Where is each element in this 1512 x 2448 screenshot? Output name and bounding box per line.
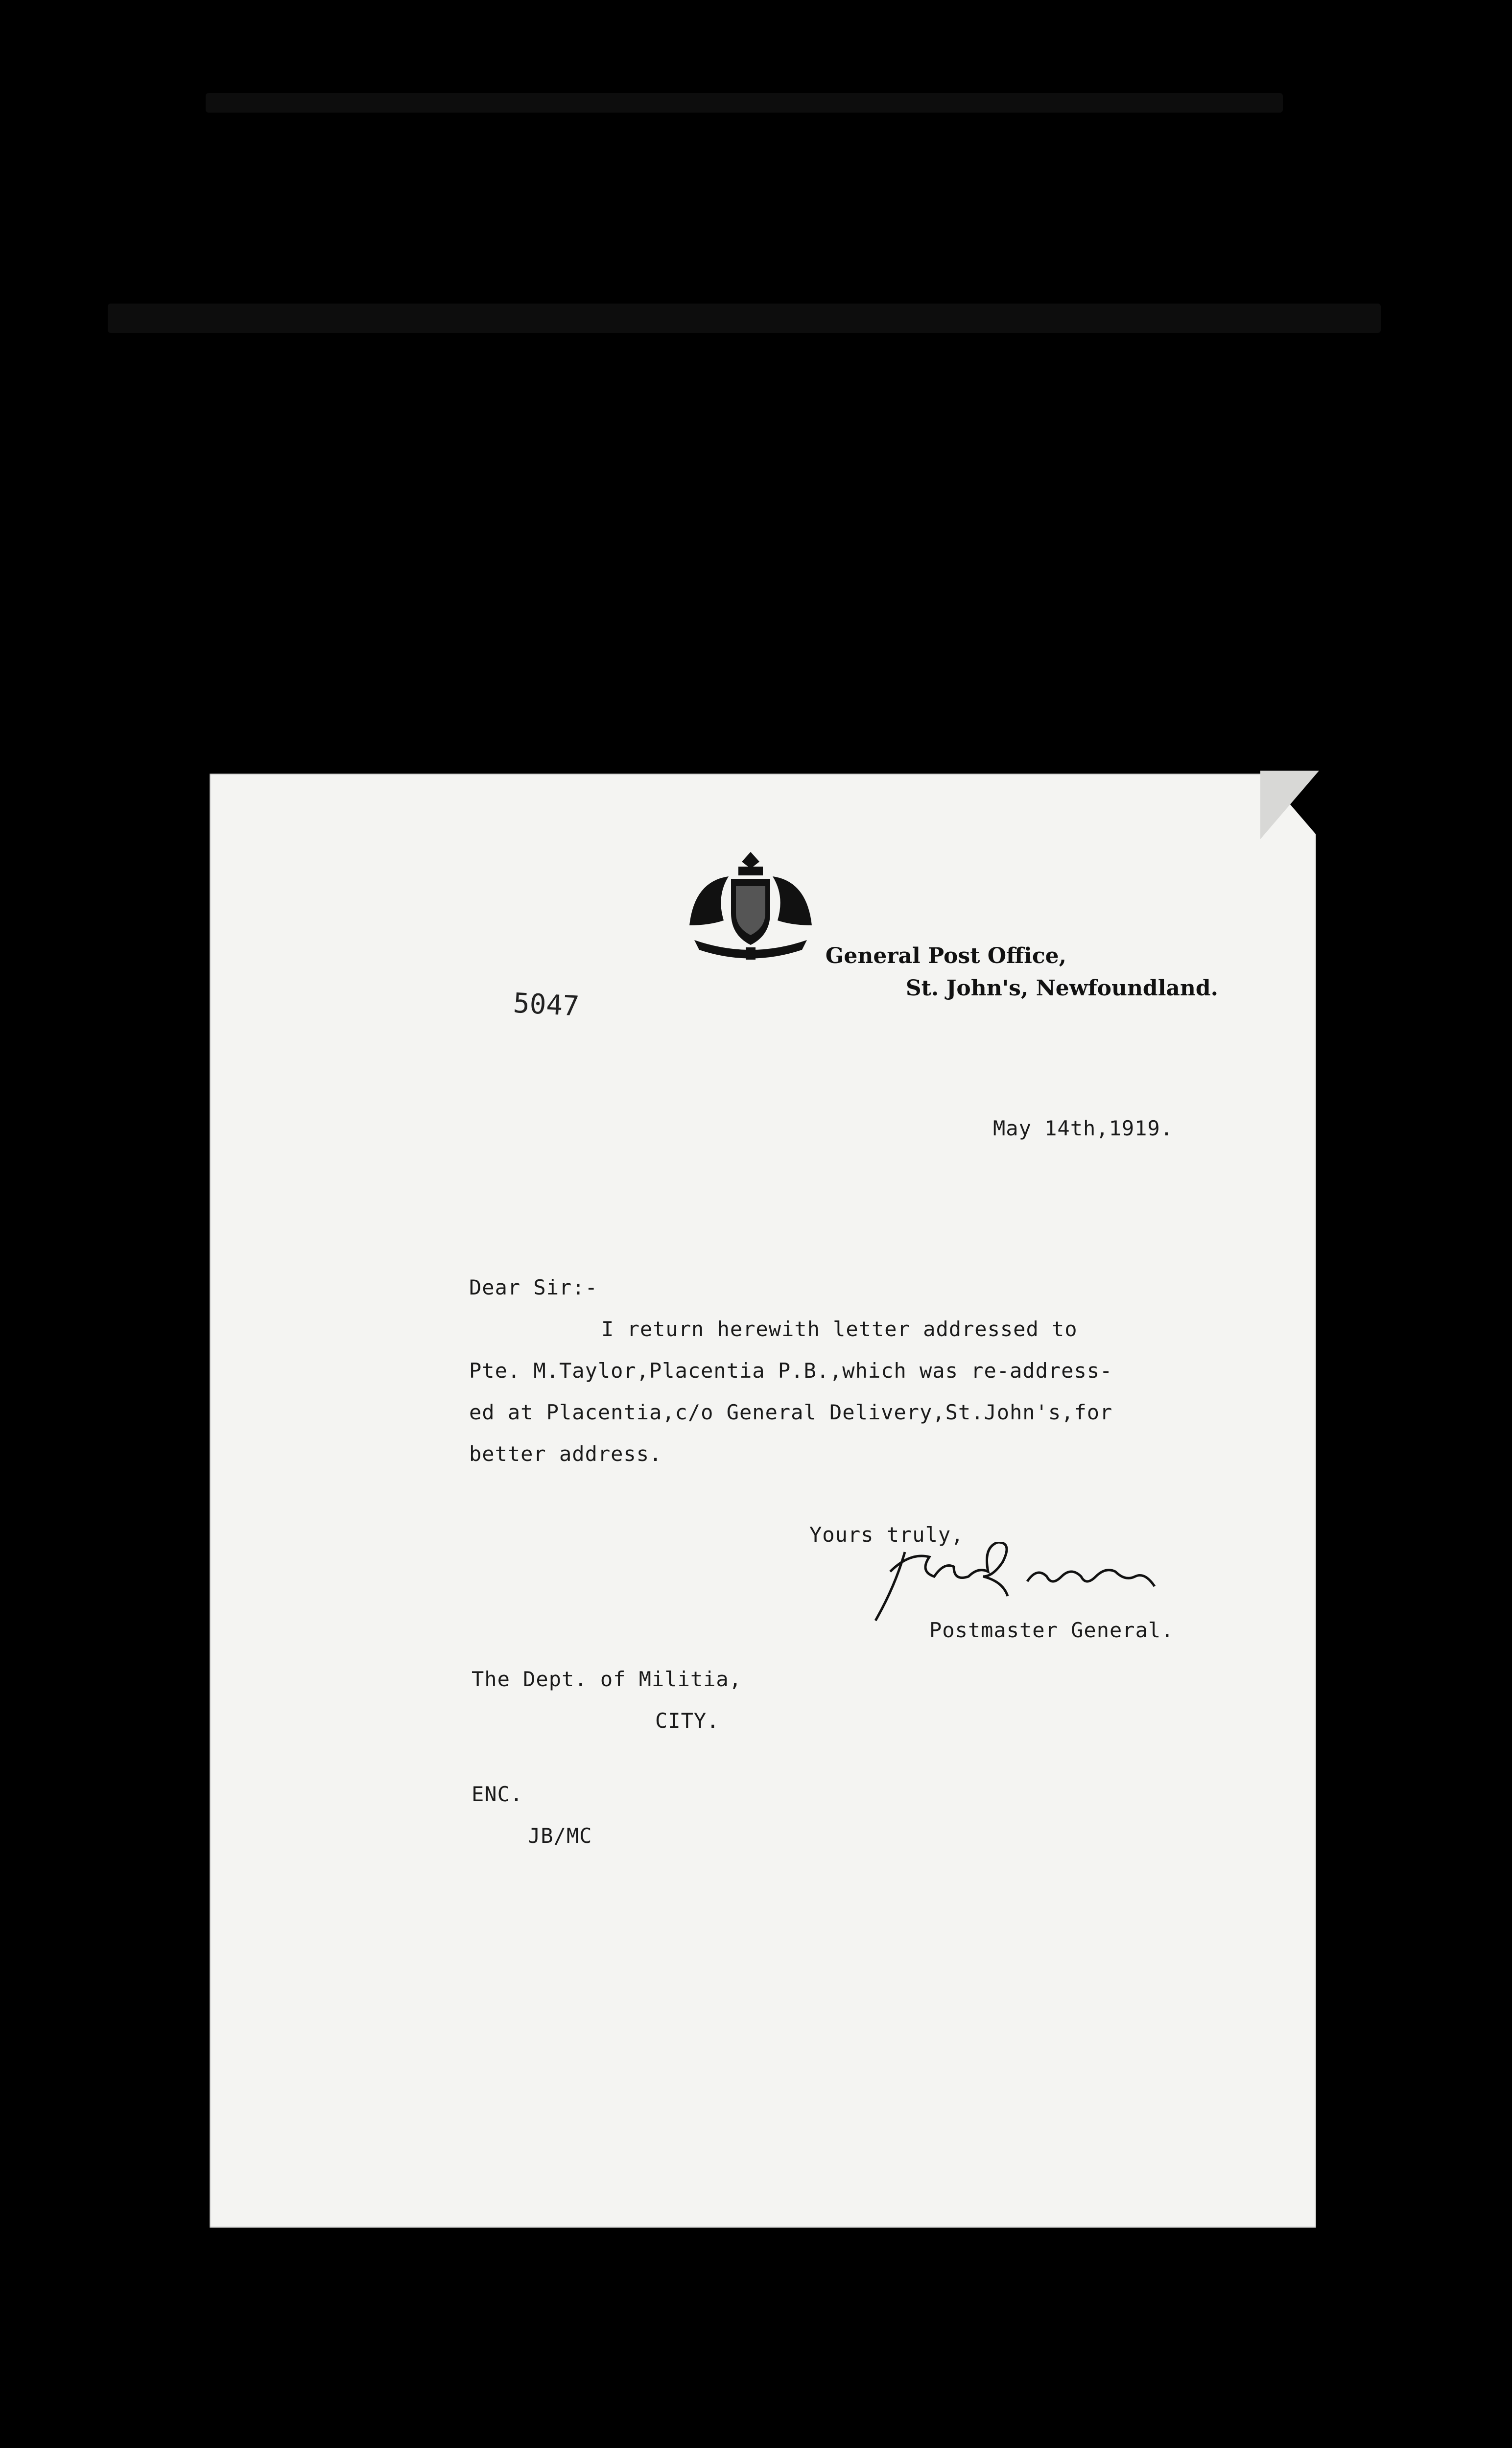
body-line: better address. (469, 1442, 662, 1466)
folded-corner (1260, 771, 1319, 839)
handwritten-signature (871, 1542, 1164, 1625)
body-line: Pte. M.Taylor,Placentia P.B.,which was re-address- (469, 1359, 1113, 1383)
letterhead-line2: St. John's, Newfoundland. (905, 976, 1218, 1001)
scan-streak (206, 93, 1283, 113)
recipient-line2: CITY. (655, 1709, 720, 1733)
body-line: ed at Placentia,c/o General Delivery,St.John's,for (469, 1400, 1113, 1424)
scan-streak (108, 304, 1381, 333)
file-number: 5047 (512, 987, 580, 1023)
closing: Yours truly, (809, 1523, 964, 1547)
salutation: Dear Sir:- (469, 1275, 598, 1299)
body-line: I return herewith letter addressed to (601, 1317, 1078, 1341)
coat-of-arms-icon (680, 847, 822, 965)
letter-sheet (210, 774, 1316, 2228)
letterhead-line1: General Post Office, (825, 943, 1066, 968)
letter-date: May 14th,1919. (993, 1116, 1174, 1140)
initials: JB/MC (528, 1824, 592, 1848)
signer-title: Postmaster General. (929, 1618, 1174, 1642)
enclosure: ENC. (472, 1782, 523, 1806)
letterhead (826, 940, 1218, 1005)
recipient-line1: The Dept. of Militia, (472, 1667, 742, 1691)
